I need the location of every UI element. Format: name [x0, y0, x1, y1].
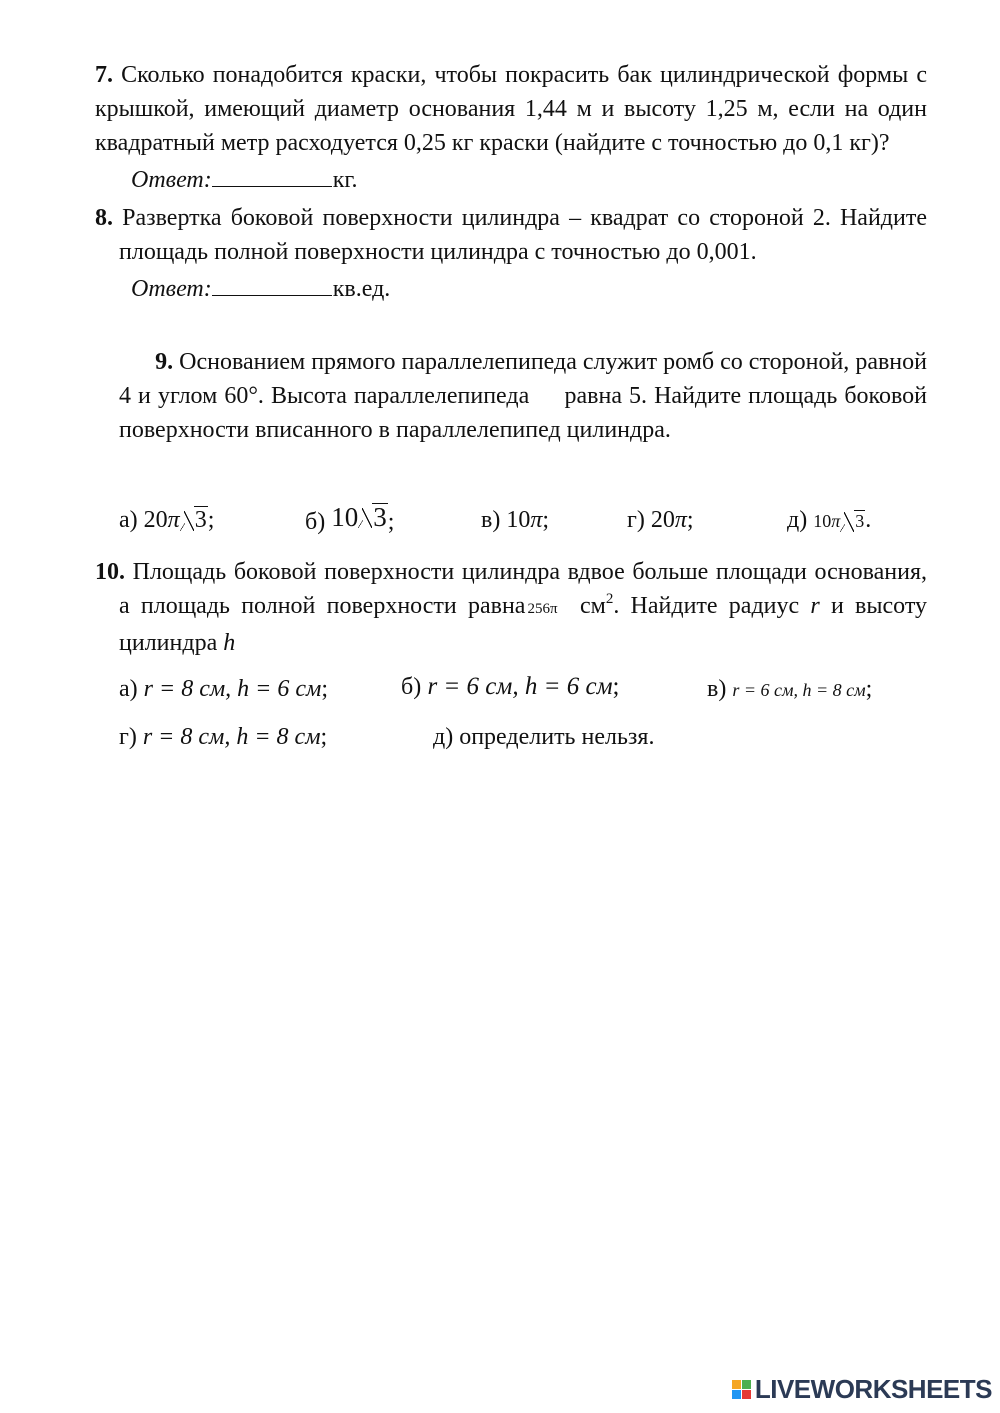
- problem-10-options-row2: [119, 720, 927, 760]
- option-a[interactable]: а) r = 8 см, h = 6 см;: [119, 676, 328, 702]
- problem-9: [95, 311, 933, 547]
- answer-unit: кг.: [332, 167, 358, 193]
- answer-label: Ответ:: [131, 276, 212, 302]
- h-variable: h: [223, 630, 236, 656]
- problem-7-number: 7.: [95, 62, 113, 88]
- problem-8-text: Развертка боковой поверхности цилиндра – квадрат со стороной 2. Найдите площадь полной поверхности цилиндра с точностью до 0,001.: [113, 205, 927, 265]
- option-c[interactable]: в) r = 6 см, h = 8 см;: [707, 676, 873, 702]
- liveworksheets-logo: [732, 1374, 992, 1405]
- r-variable: r: [810, 593, 820, 619]
- logo-text: LIVEWORKSHEETS: [754, 1374, 992, 1404]
- problem-9-number: 9.: [155, 349, 174, 375]
- problem-9-text: Основанием прямого параллелепипеда служит ромб со стороной, равной 4 и углом 60°. Высота параллелепипеда равна 5. Найдите площадь боковой поверхности вписанного в параллелепипед цилиндра.: [119, 349, 933, 443]
- problem-7-text: Сколько понадобится краски, чтобы покрасить бак цилиндрической формы с крышкой, имеющий диаметр основания 1,44 м и высоту 1,25 м, если на один квадратный метр расходуется 0,25 кг краски (найдите с точностью до 0,1 кг)?: [95, 62, 927, 156]
- option-c[interactable]: в) 10π;: [481, 507, 550, 533]
- problem-7: [95, 58, 927, 197]
- answer-blank-8[interactable]: [212, 271, 332, 296]
- problem-8-number: 8.: [95, 205, 113, 231]
- answer-label: Ответ:: [131, 167, 212, 193]
- problem-9-options: [119, 503, 927, 547]
- problem-7-answer: [131, 162, 927, 197]
- problem-10-number: 10.: [95, 559, 125, 585]
- area-exponent: 2: [605, 591, 614, 607]
- option-b[interactable]: б) r = 6 см, h = 6 см;: [401, 673, 620, 700]
- answer-unit: кв.ед.: [332, 276, 391, 302]
- sqrt-symbol: 3: [180, 503, 208, 537]
- option-d[interactable]: г) r = 8 см, h = 8 см;: [119, 724, 328, 750]
- problem-10-options-row1: [119, 672, 927, 720]
- option-b[interactable]: б) 10 3;: [305, 502, 395, 535]
- option-d[interactable]: г) 20π;: [627, 507, 694, 533]
- problem-8: [95, 201, 927, 306]
- area-value: 256π: [527, 601, 558, 617]
- option-a[interactable]: а) 20π 3;: [119, 503, 214, 537]
- logo-icon: [732, 1380, 751, 1399]
- sqrt-symbol: 3: [840, 504, 865, 538]
- problem-10: 10. Площадь боковой поверхности цилиндра вдвое больше площади основания, а площадь полной поверхности равна 256π $см^2$. Найдите радиус r и высоту цилиндра h а) r = 8 см, h = 6 см; б) r = 6 см, h = 6 см; в) r = 6 см, h = 8 см; г) r = 8 см, h = 8 см; д) определить нельзя.: [95, 555, 927, 760]
- problem-8-answer: [131, 271, 927, 306]
- option-e[interactable]: д) определить нельзя.: [433, 724, 655, 750]
- answer-blank-7[interactable]: [212, 162, 332, 187]
- worksheet-page: [95, 58, 933, 760]
- option-e[interactable]: д) 10π 3.: [787, 503, 871, 538]
- area-unit: см: [579, 593, 606, 619]
- sqrt-symbol: 3: [358, 500, 388, 534]
